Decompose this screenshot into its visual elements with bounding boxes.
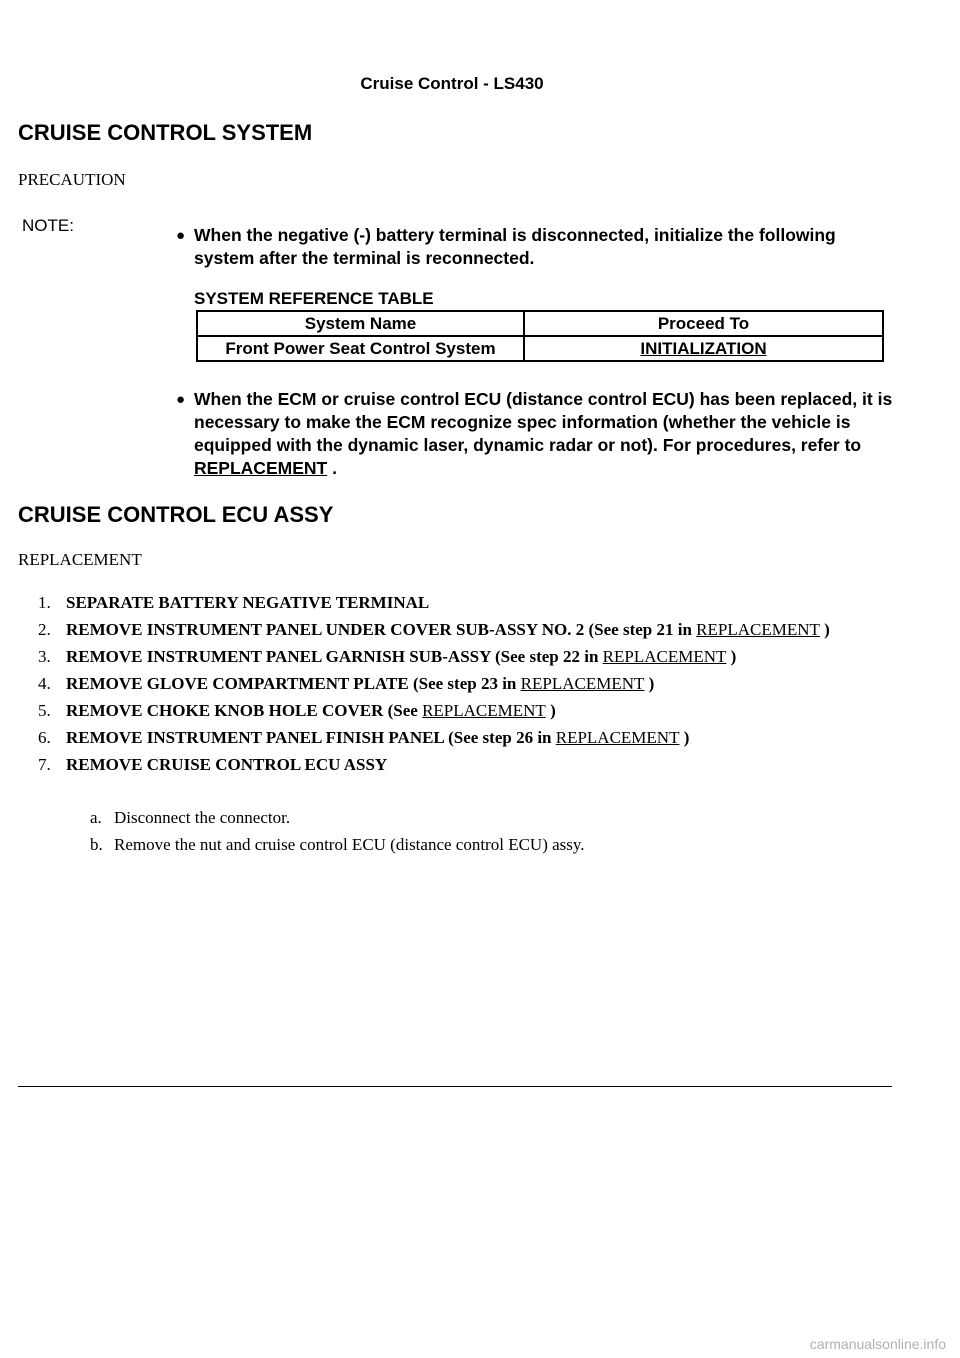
step-text-end: ) [730,647,737,666]
system-reference-table [196,310,884,362]
section-subheading-replacement: REPLACEMENT [18,550,142,569]
step-text: SEPARATE BATTERY NEGATIVE TERMINAL [66,593,430,612]
note-label: NOTE: [22,216,74,235]
step-number: 7. [38,755,51,774]
table-cell-system-name: Front Power Seat Control System [197,336,524,361]
replacement-link[interactable]: REPLACEMENT [520,674,645,693]
substep-text: Remove the nut and cruise control ECU (distance control ECU) assy. [114,835,585,854]
note-bullet-ecm-text: When the ECM or cruise control ECU (distance control ECU) has been replaced, it is necessary to make the ECM recognize spec information (whether the vehicle is equipped with the dynamic laser, dynamic radar or not). For procedures, refer to [194,389,893,455]
section-heading-cruise-control-system: CRUISE CONTROL SYSTEM [18,120,313,145]
step-text-end: ) [648,674,655,693]
substep-letter: a. [90,808,102,827]
step-text: REMOVE INSTRUMENT PANEL UNDER COVER SUB-ASSY NO. 2 (See step 21 in [66,620,692,639]
list-item [20,593,900,613]
replacement-link[interactable]: REPLACEMENT [602,647,727,666]
reference-table-title: SYSTEM REFERENCE TABLE [194,289,434,308]
list-item [20,701,900,721]
table-cell-proceed-to [524,336,883,361]
note-bullet-battery-text: When the negative (-) battery terminal is disconnected, initialize the following system after the terminal is reconnected. [194,225,836,268]
step-text: REMOVE CHOKE KNOB HOLE COVER (See [66,701,418,720]
substep-text: Disconnect the connector. [114,808,291,827]
step-number: 1. [38,593,51,612]
table-row [197,336,883,361]
replacement-link[interactable]: REPLACEMENT [422,701,546,720]
table-header-row [197,311,883,336]
replacement-link[interactable]: REPLACEMENT [696,620,820,639]
step-text: REMOVE GLOVE COMPARTMENT PLATE (See step 23 in [66,674,517,693]
step-number: 5. [38,701,51,720]
table-header-cell: Proceed To [524,311,883,336]
document-title: Cruise Control - LS430 [360,74,544,93]
step-number: 3. [38,647,51,666]
watermark: carmanualsonline.info [809,1336,946,1352]
step-text: REMOVE INSTRUMENT PANEL FINISH PANEL (See step 26 in [66,728,552,747]
step-number: 2. [38,620,51,639]
replacement-steps-list [20,593,900,782]
step-number: 4. [38,674,51,693]
horizontal-divider [18,1086,892,1087]
replacement-link[interactable]: REPLACEMENT [555,728,680,747]
replacement-link[interactable]: REPLACEMENT [194,458,328,478]
list-item [20,674,900,694]
section-subheading-precaution: PRECAUTION [18,170,126,189]
step-text-end: ) [550,701,556,720]
note-bullet-battery [176,224,894,270]
note-bullet-ecm-replacement [176,388,894,480]
list-item [20,620,900,640]
list-item [20,728,900,748]
step-text-end: ) [683,728,690,747]
step-text: REMOVE CRUISE CONTROL ECU ASSY [66,755,388,774]
table-header-cell: System Name [197,311,524,336]
substep-b [90,835,585,855]
bullet-dot-icon: ● [176,391,186,408]
list-item [20,755,900,775]
bullet-dot-icon: ● [176,227,186,244]
list-item [20,647,900,667]
step-number: 6. [38,728,51,747]
note-bullet-ecm-end: . [332,458,337,478]
substep-letter: b. [90,835,103,854]
step-text-end: ) [824,620,830,639]
section-heading-cruise-control-ecu-assy: CRUISE CONTROL ECU ASSY [18,502,334,527]
substep-a [90,808,290,828]
initialization-link[interactable]: INITIALIZATION [640,338,767,358]
step-text: REMOVE INSTRUMENT PANEL GARNISH SUB-ASSY (See step 22 in [66,647,599,666]
